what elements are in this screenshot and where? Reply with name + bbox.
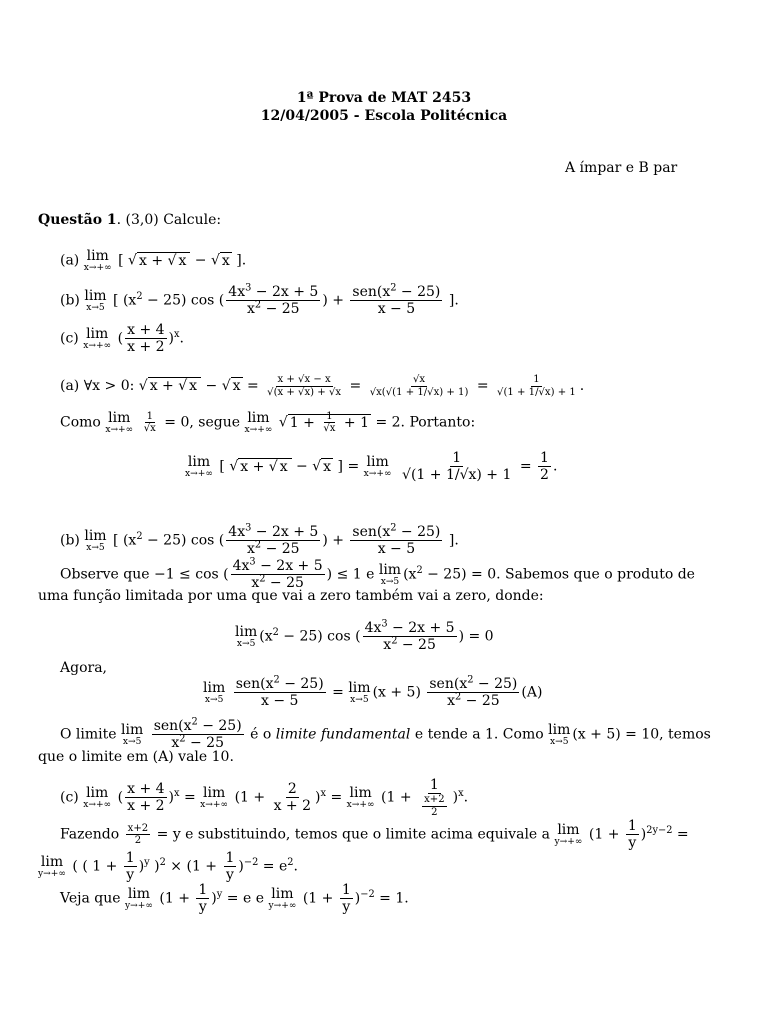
limit-symbol: lim x→+∞ [200,785,229,811]
limit-symbol: lim y→+∞ [554,822,583,848]
question-heading [38,212,221,228]
question-number: Questão 1 [38,212,117,228]
item-a-label: (a) [60,252,80,269]
como-text: Como [60,414,101,431]
limit-symbol: lim x→5 [84,528,107,554]
item-c: (c) lim x→+∞ ( $\frac{x + 4}{x + 2}$ )$^x$. [60,322,184,356]
temos-text: = 10, temos [625,726,711,743]
limit-symbol: lim x→+∞ [105,410,134,436]
limit-symbol: lim y→+∞ [268,886,297,912]
limit-symbol: lim x→5 [348,680,371,706]
solution-b-line1: (b) lim x→5 [ $(x^2 - 25)$ cos ( $\frac{4x^3 - 2x + 5}{x^2 - 25}$ ) + $\frac{sen(x^2 - 25)}{x - 5}$ ]. [60,522,459,558]
bound-text: ≤ 1 e [336,566,375,583]
limit-symbol: lim x→+∞ [83,326,112,352]
agora-text: Agora, [60,660,107,676]
solution-b-line3: uma função limitada por uma que vai a zero também vai a zero, donde: [38,588,544,604]
question-instruction: . (3,0) Calcule: [116,212,222,228]
solution-b-line5: que o limite em (A) vale 10. [38,749,234,765]
item-c-label: (c) [60,330,79,347]
solution-b-display1: lim x→5 $(x^2 - 25)$ cos ( $\frac{4x^3 - 2x + 5}{x^2 - 25}$ ) = 0 [235,618,494,654]
item-b-label: (b) [60,292,80,309]
solution-a-intro: (a) ∀x > 0: [60,378,135,395]
limit-symbol: lim y→+∞ [38,854,66,880]
portanto-text: = 2. Portanto: [375,414,476,431]
limit-symbol: lim x→+∞ [83,785,112,811]
e-conjunction-text: e [255,890,264,907]
limit-symbol: lim x→+∞ [83,248,112,274]
limit-symbol: lim x→5 [378,562,402,588]
solution-b-line2: Observe que −1 ≤ cos ( $\frac{4x^3 - 2x + 5}{x^2 - 25}$ ) ≤ 1 e lim x→5 $(x^2 - 25) = 0$. Sabemos que o produto de [60,556,695,592]
limite-fundamental-text: limite fundamental [275,726,411,743]
limit-symbol: lim x→5 [548,722,571,748]
item-b: (b) lim x→5 [ $(x^2 - 25)$ cos ( $\frac{4x^3 - 2x + 5}{x^2 - 25}$ ) + $\frac{sen(x^2 - 25)}{x - 5}$ ]. [60,282,459,318]
solution-c-line1: (c) lim x→+∞ ( $\frac{x + 4}{x + 2}$ )$^x$ = lim x→+∞ (1 + $\frac{2}{x + 2}$ )$^x$ = lim x→+∞ (1 + $\frac{1}{\frac{x+2}{2}}$ )$^x$. [60,777,469,818]
limit-symbol: lim x→+∞ [244,410,273,436]
observe-text: Observe que −1 ≤ cos [60,566,219,583]
limit-symbol: lim x→5 [235,624,258,650]
item-b-label-repeat: (b) [60,532,80,549]
solution-a-line1: (a) ∀x > 0: √ x + √ x − √ x = $\frac{x + √x - x}{√(x + √x) + √x}$ = $\frac{√x}{√x(√(1 + 1/√x) + 1)}$ = $\frac{1}{√(1 + 1/√x) + 1}$ . [60,374,585,398]
solution-c-line4: Veja que lim y→+∞ (1 + $\frac{1}{y}$ )$^y$ = e e lim y→+∞ (1 + $\frac{1}{y}$ )$^{-2}$ = 1. [60,882,409,916]
solution-c-line2: Fazendo $\frac{x+2}{2}$ = y e substituindo, temos que o limite acima equivale a lim y→+∞ (1 + $\frac{1}{y}$ )$^{2y-2}$ = [60,818,689,852]
tende-text: e tende a 1. Como [414,726,544,743]
solution-b-line4: O limite lim x→5 $\frac{sen(x^2 - 25)}{x^2 - 25}$ é o limite fundamental e tende a 1. Como lim x→5 (x + 5) = 10, temos [60,716,711,752]
limit-symbol: lim x→+∞ [363,454,392,480]
olimite-text: O limite [60,726,117,743]
limit-symbol: lim x→5 [203,680,226,706]
item-c-label-repeat: (c) [60,789,79,806]
substituindo-text: = y e substituindo, temos que o limite acima equivale a [156,826,551,843]
item-a: (a) lim x→+∞ [ √ x + √ x − √ x ]. [60,248,247,274]
limit-symbol: lim x→5 [121,722,144,748]
variant-note: A ímpar e B par [565,160,678,176]
solution-a-line2: Como lim x→+∞ $\frac{1}{√x}$ = 0, segue lim x→+∞ √ 1 + $\frac{1}{√x}$ + 1 = 2. Portanto: [60,410,476,436]
sabemos-text: = 0. Sabemos que o produto de [471,566,695,583]
veja-text: Veja que [60,890,121,907]
fazendo-text: Fazendo [60,826,120,843]
solution-b-display2: lim x→5 $\frac{sen(x^2 - 25)}{x - 5}$ = lim x→5 (x + 5) $\frac{sen(x^2 - 25)}{x^2 - 25}$ (A) [203,674,543,710]
limit-symbol: lim x→+∞ [185,454,213,480]
solution-a-display: lim x→+∞ [ √ x + √ x − √ x ] = lim x→+∞ $\frac{1}{√(1 + 1/√x) + 1}$ = $\frac{1}{2}$ . [185,450,558,484]
limit-symbol: lim x→+∞ [346,785,375,811]
limit-symbol: lim x→5 [84,288,107,314]
solution-c-line3: lim y→+∞ ( ( 1 + $\frac{1}{y}$ )$^y$ )$^2$ × (1 + $\frac{1}{y}$ )$^{-2} = e^2$. [38,850,298,884]
exam-title: 1ª Prova de MAT 2453 [296,90,472,106]
exam-subtitle: 12/04/2005 - Escola Politécnica [260,108,508,124]
segue-text: = 0, segue [164,414,241,431]
e-o-text: é o [250,726,272,743]
limit-symbol: lim y→+∞ [124,886,153,912]
